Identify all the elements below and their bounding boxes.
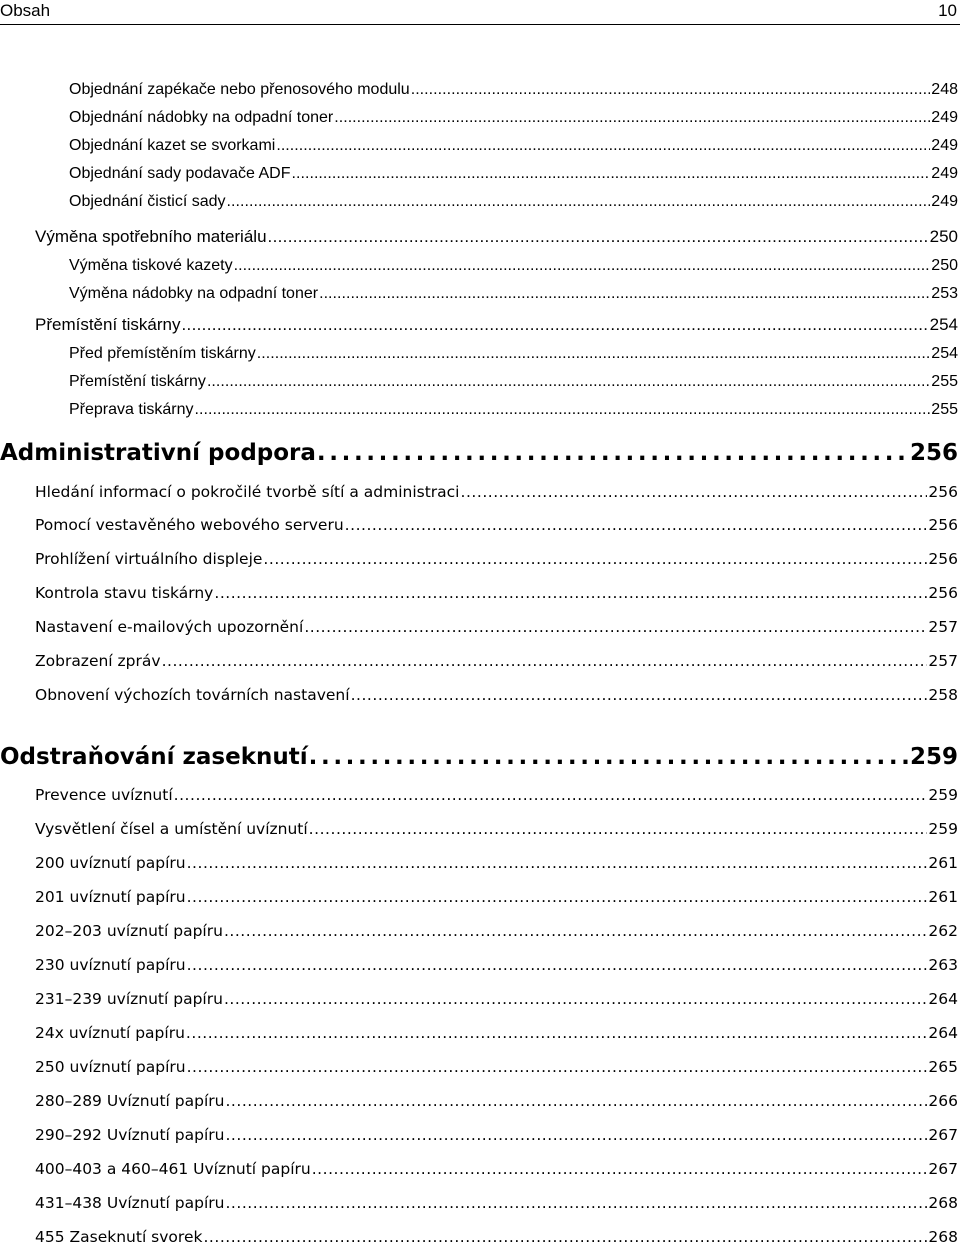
toc-entry-page: 249 [931,193,958,210]
toc-entry-label: Administrativní podpora [0,440,316,466]
toc-entry-label: 201 uvíznutí papíru [35,888,186,906]
toc-entry-page: 259 [928,786,958,804]
toc-entry-page: 268 [928,1228,958,1246]
dot-leader [224,918,927,944]
toc-entry[interactable] [0,255,958,277]
toc-entry-label: Výměna tiskové kazety [69,257,233,274]
toc-entry[interactable] [0,782,958,808]
toc-entry[interactable] [0,1190,958,1216]
dot-leader [411,79,931,101]
toc-entry-label: Pomocí vestavěného webového serveru [35,516,344,534]
toc-entry[interactable] [0,163,958,185]
section-title: Obsah [0,1,51,20]
toc-entry[interactable] [0,546,958,572]
dot-leader [174,782,928,808]
toc-entry-label: Zobrazení zpráv [35,652,161,670]
toc-entry-page: 249 [931,109,958,126]
toc-entry-page: 266 [928,1092,958,1110]
toc-entry-label: Výměna spotřebního materiálu [35,227,267,246]
dot-leader [186,1020,928,1046]
toc-entry-label: 400–403 a 460–461 Uvíznutí papíru [35,1160,311,1178]
dot-leader [187,1054,928,1080]
toc-entry-page: 258 [928,686,958,704]
toc-entry-label: Obnovení výchozích továrních nastavení [35,686,350,704]
toc-entry-page: 250 [929,227,958,246]
dot-leader [187,850,928,876]
toc-entry-page: 257 [928,618,958,636]
dot-leader [317,436,909,470]
toc-entry-page: 263 [928,956,958,974]
dot-leader [263,546,927,572]
toc-entry[interactable] [0,79,958,101]
toc-entry[interactable] [0,313,958,337]
dot-leader [203,1224,927,1250]
dot-leader [187,952,928,978]
dot-leader [312,1156,928,1182]
toc-entry[interactable] [0,1122,958,1148]
toc-entry-page: 261 [928,888,958,906]
dot-leader [309,740,909,774]
toc-entry[interactable] [0,1156,958,1182]
toc-entry-label: Objednání kazet se svorkami [69,137,276,154]
toc-entry-page: 253 [931,285,958,302]
toc-entry[interactable] [0,107,958,129]
toc-entry-page: 256 [928,550,958,568]
toc-entry-label: 290–292 Uvíznutí papíru [35,1126,225,1144]
toc-entry[interactable] [0,648,958,674]
toc-entry-label: 24x uvíznutí papíru [35,1024,185,1042]
toc-entry-page: 254 [931,345,958,362]
toc-entry-label: Objednání čisticí sady [69,193,226,210]
toc-entry-page: 255 [931,373,958,390]
toc-entry[interactable] [0,191,958,213]
toc-entry[interactable] [0,225,958,249]
toc-entry-label: 200 uvíznutí papíru [35,854,186,872]
toc-entry-label: Prohlížení virtuálního displeje [35,550,263,568]
toc-entry-label: Objednání sady podavače ADF [69,165,291,182]
toc-entry[interactable] [0,1088,958,1114]
dot-leader [162,648,928,674]
dot-leader [309,816,928,842]
toc-entry-label: Přemístění tiskárny [35,315,181,334]
toc-entry-label: 250 uvíznutí papíru [35,1058,186,1076]
toc-entry[interactable] [0,614,958,640]
page-header [0,0,960,25]
dot-leader [257,343,931,365]
toc-entry-page: 264 [928,990,958,1008]
toc-entry-page: 261 [928,854,958,872]
dot-leader [304,614,927,640]
toc-entry-label: 431–438 Uvíznutí papíru [35,1194,225,1212]
toc-entry[interactable] [0,1054,958,1080]
toc-entry[interactable] [0,399,958,421]
toc-entry-label: Prevence uvíznutí [35,786,173,804]
toc-entry[interactable] [0,371,958,393]
toc-entry-label: Před přemístěním tiskárny [69,345,256,362]
toc-entry-label: Objednání nádobky na odpadní toner [69,109,334,126]
toc-entry-page: 262 [928,922,958,940]
toc-entry[interactable] [0,850,958,876]
toc-entry-page: 249 [931,165,958,182]
dot-leader [214,580,927,606]
page-number: 10 [938,1,957,20]
toc-entry-page: 254 [929,315,958,334]
dot-leader [225,1190,927,1216]
dot-leader [234,255,931,277]
toc-entry-page: 250 [931,257,958,274]
toc-entry[interactable] [0,283,958,305]
dot-leader [195,399,931,421]
toc-entry-page: 268 [928,1194,958,1212]
toc-entry-label: 280–289 Uvíznutí papíru [35,1092,225,1110]
toc-entry[interactable] [0,135,958,157]
toc-entry-page: 255 [931,401,958,418]
dot-leader [291,163,930,185]
toc-entry[interactable] [0,1020,958,1046]
toc-entry-label: Vysvětlení čísel a umístění uvíznutí [35,820,308,838]
dot-leader [187,884,928,910]
toc-entry[interactable] [0,1224,958,1250]
dot-leader [345,512,928,538]
toc-entry-label: Objednání zapékače nebo přenosového modulu [69,81,410,98]
dot-leader [268,225,929,249]
toc-entry-label: 231–239 uvíznutí papíru [35,990,223,1008]
dot-leader [319,283,930,305]
toc-entry[interactable] [0,740,958,774]
dot-leader [276,135,930,157]
toc-entry-label: Přeprava tiskárny [69,401,194,418]
toc-entry[interactable] [0,436,958,470]
toc-entry[interactable] [0,682,958,708]
dot-leader [182,313,929,337]
toc-entry-label: Hledání informací o pokročilé tvorbě sítí a administraci [35,483,460,501]
toc-entry-page: 249 [931,137,958,154]
toc-entry-page: 267 [928,1126,958,1144]
dot-leader [207,371,930,393]
dot-leader [461,479,928,505]
toc-entry-page: 256 [928,516,958,534]
toc-entry[interactable] [0,918,958,944]
dot-leader [225,1088,927,1114]
toc-entry-label: 202–203 uvíznutí papíru [35,922,223,940]
toc-entry[interactable] [0,343,958,365]
dot-leader [334,107,930,129]
toc-entry-page: 257 [928,652,958,670]
toc-entry-page: 256 [928,483,958,501]
toc-entry-label: Kontrola stavu tiskárny [35,584,214,602]
dot-leader [227,191,931,213]
toc-entry-label: Nastavení e-mailových upozornění [35,618,304,636]
toc-entry[interactable] [0,952,958,978]
toc-entry[interactable] [0,884,958,910]
toc-entry-page: 267 [928,1160,958,1178]
toc-entry-page: 248 [931,81,958,98]
dot-leader [351,682,928,708]
dot-leader [225,1122,927,1148]
toc-entry-label: 455 Zaseknutí svorek [35,1228,203,1246]
toc-entry[interactable] [0,986,958,1012]
toc-entry-page: 256 [909,440,958,466]
toc-entry-page: 256 [928,584,958,602]
toc-entry[interactable] [0,816,958,842]
toc-entry[interactable] [0,580,958,606]
toc-entry-label: Výměna nádobky na odpadní toner [69,285,319,302]
toc-entry-label: 230 uvíznutí papíru [35,956,186,974]
toc-entry-page: 259 [909,744,958,770]
toc-entry-page: 265 [928,1058,958,1076]
dot-leader [224,986,927,1012]
toc-entry-page: 264 [928,1024,958,1042]
toc-entry-page: 259 [928,820,958,838]
toc-entry-label: Přemístění tiskárny [69,373,206,390]
toc-entry-label: Odstraňování zaseknutí [0,744,308,770]
toc-entry[interactable] [0,479,958,505]
toc-entry[interactable] [0,512,958,538]
